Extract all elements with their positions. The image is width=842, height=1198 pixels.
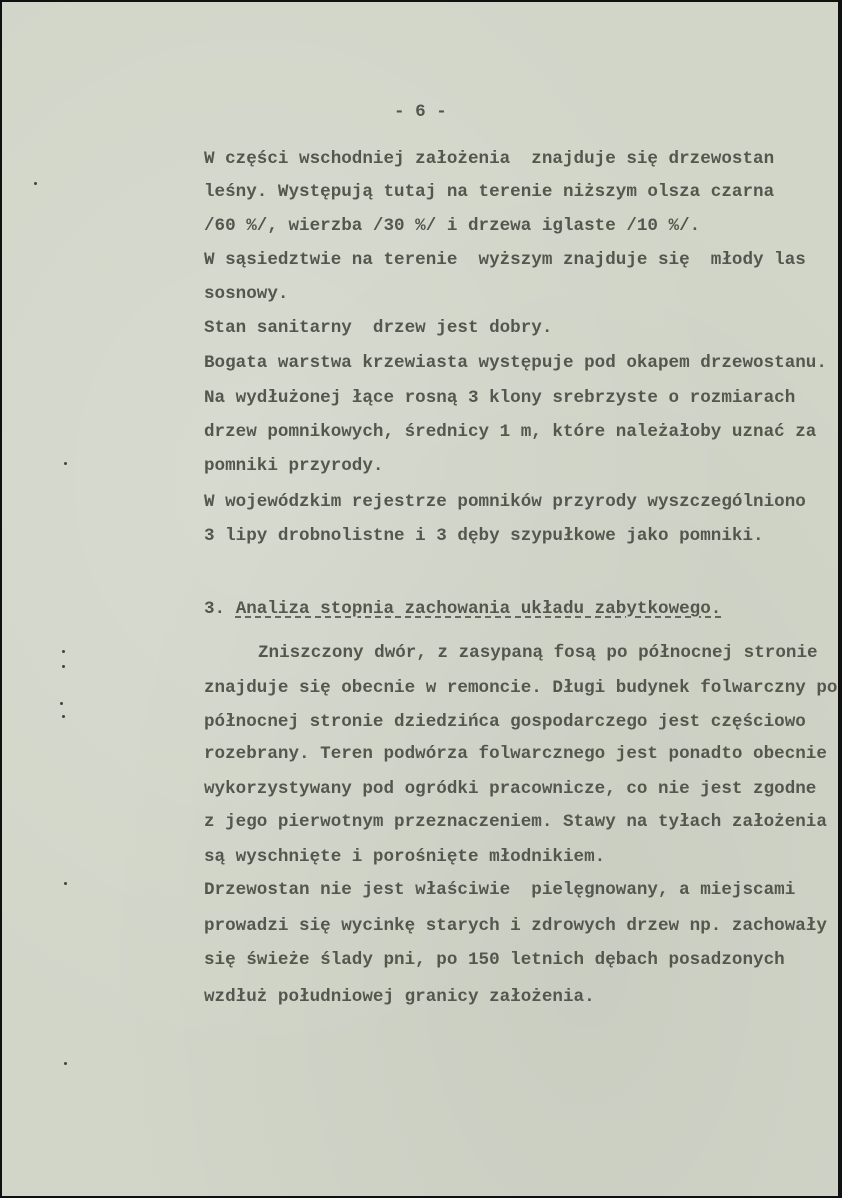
text-line: /60 %/, wierzba /30 %/ i drzewa iglaste /10 %/. [204, 216, 701, 236]
section-title: Analiza stopnia zachowania układu zabytkowego. [235, 599, 722, 619]
margin-mark [62, 650, 65, 653]
text-line: W sąsiedztwie na terenie wyższym znajduje się młody las [204, 250, 806, 270]
text-line: wzdłuż południowej granicy założenia. [204, 987, 595, 1007]
document-page [2, 2, 838, 1196]
margin-mark [62, 665, 65, 668]
margin-mark [60, 702, 63, 705]
text-line: pomniki przyrody. [204, 456, 384, 476]
text-line: się świeże ślady pni, po 150 letnich dębach posadzonych [204, 950, 785, 970]
text-line: W wojewódzkim rejestrze pomników przyrody wyszczególniono [204, 492, 806, 512]
section-number: 3. [204, 599, 226, 619]
margin-mark [34, 182, 37, 185]
text-line: W części wschodniej założenia znajduje się drzewostan [204, 149, 775, 169]
text-line: drzew pomnikowych, średnicy 1 m, które należałoby uznać za [204, 422, 817, 442]
text-line: z jego pierwotnym przeznaczeniem. Stawy na tyłach założenia [204, 812, 827, 832]
page-number: - 6 - [394, 102, 447, 122]
margin-mark [64, 1062, 67, 1065]
text-line: prowadzi się wycinkę starych i zdrowych drzew np. zachowały [204, 916, 827, 936]
margin-mark [62, 715, 65, 718]
text-line: sosnowy. [204, 284, 289, 304]
text-line: Stan sanitarny drzew jest dobry. [204, 318, 553, 338]
text-line: znajduje się obecnie w remoncie. Długi budynek folwarczny po [204, 678, 838, 698]
text-line: są wyschnięte i porośnięte młodnikiem. [204, 847, 606, 867]
text-line: rozebrany. Teren podwórza folwarcznego jest ponadto obecnie [204, 744, 827, 764]
text-line: leśny. Występują tutaj na terenie niższym olsza czarna [204, 182, 775, 202]
text-line: Drzewostan nie jest właściwie pielęgnowany, a miejscami [204, 880, 796, 900]
margin-mark [64, 882, 67, 885]
text-line: Na wydłużonej łące rosną 3 klony srebrzyste o rozmiarach [204, 388, 796, 408]
text-line: Bogata warstwa krzewiasta występuje pod okapem drzewostanu. [204, 353, 827, 373]
text-line: 3 lipy drobnolistne i 3 dęby szypułkowe jako pomniki. [204, 526, 764, 546]
section-heading [204, 599, 721, 619]
text-line: wykorzystywany pod ogródki pracownicze, co nie jest zgodne [204, 779, 817, 799]
text-line: Zniszczony dwór, z zasypaną fosą po północnej stronie [258, 643, 818, 663]
text-line: północnej stronie dziedzińca gospodarczego jest częściowo [204, 712, 806, 732]
margin-mark [64, 462, 67, 465]
